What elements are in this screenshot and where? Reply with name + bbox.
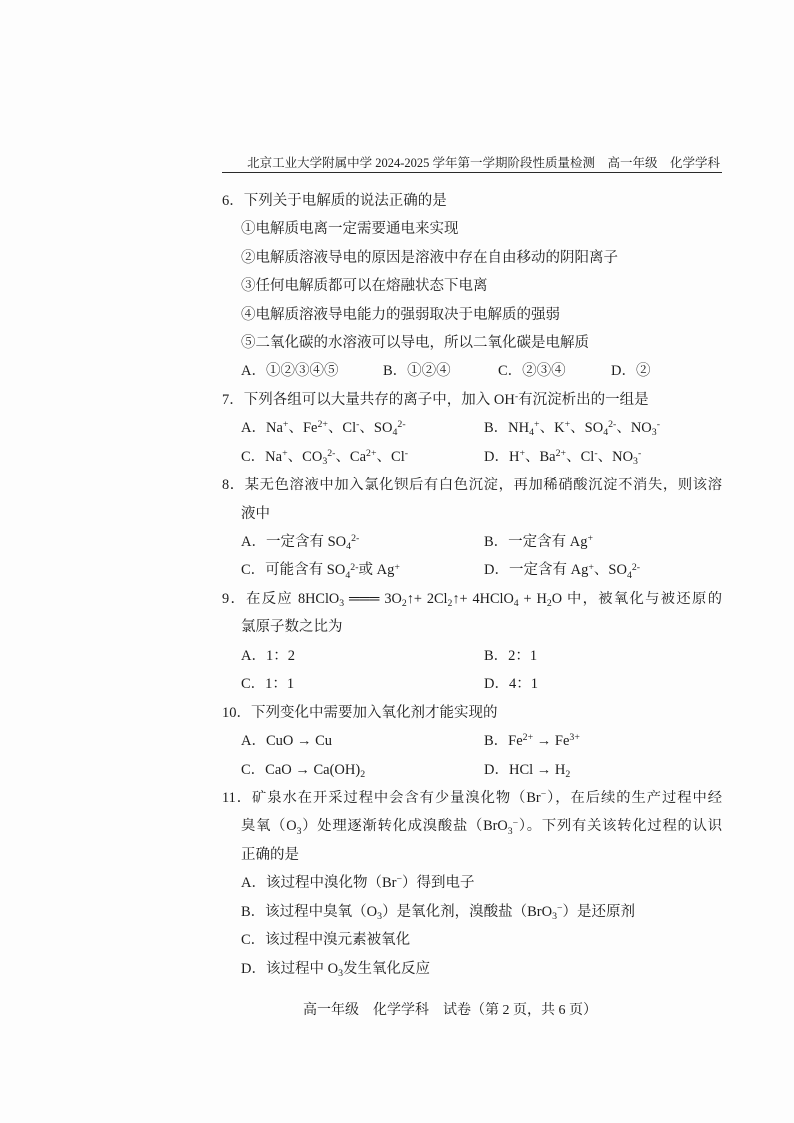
question-8-option-a (241, 528, 359, 556)
text-run: 臭氧（O (241, 818, 297, 835)
question-6-option-b: B．①②④ (383, 363, 451, 380)
text-run: ）处理逐渐转化成溴酸盐（BrO (301, 818, 508, 835)
subscript: 4 (513, 598, 519, 610)
superscript: + (588, 561, 594, 573)
question-6-stem: 6．下列关于电解质的说法正确的是 (222, 192, 447, 209)
question-8 (222, 471, 722, 585)
superscript: 2- (327, 447, 336, 459)
superscript: + (564, 419, 571, 431)
text-run: ）得到电子 (402, 875, 475, 892)
superscript: 3+ (569, 732, 580, 744)
text-run: ）。下列有关该转化过程的认识 (518, 818, 722, 835)
text-run: B．NH (484, 420, 530, 437)
question-9-options-row-2 (222, 670, 722, 698)
text-run: A．一定含有 SO (241, 534, 347, 551)
question-7-option-c (241, 443, 408, 471)
text-run: 、Cl (376, 448, 405, 465)
superscript: 2- (608, 419, 617, 431)
question-6-statement-5: ⑤二氧化碳的水溶液可以导电，所以二氧化碳是电解质 (241, 334, 589, 351)
question-11-stem-line-3: 正确的是 (241, 846, 299, 863)
subscript: 3 (339, 598, 345, 610)
superscript: + (282, 447, 288, 459)
header-rule (222, 172, 722, 173)
text-run: A．该过程中溴化物（Br (241, 875, 397, 892)
question-9-option-b: B．2：1 (484, 647, 538, 664)
question-10-options-row-1 (222, 727, 722, 755)
text-run: D．HCl → H (484, 761, 566, 778)
question-6-option-c: C．②③④ (498, 363, 566, 380)
subscript: 3 (633, 455, 638, 467)
question-10-option-c (241, 756, 365, 784)
question-6-statement-3: ③任何电解质都可以在熔融状态下电离 (241, 278, 488, 295)
subscript: 4 (392, 427, 398, 439)
text-run: 、CO (287, 448, 323, 465)
question-8-option-c (241, 556, 400, 584)
subscript: 4 (626, 569, 632, 581)
subscript: 3 (322, 455, 328, 467)
question-list (222, 187, 722, 983)
text-run: ↑+ 2Cl (406, 590, 448, 607)
subscript: 3 (552, 910, 557, 922)
subscript: 4 (603, 427, 609, 439)
superscript: - (594, 447, 598, 459)
text-run: 、Ca (335, 448, 367, 465)
page-footer: 高一年级 化学学科 试卷（第 2 页，共 6 页） (303, 1003, 597, 1018)
superscript: + (282, 419, 289, 431)
question-6-option-a: A．①②③④⑤ (241, 363, 339, 380)
question-8-options-row-2 (222, 556, 722, 584)
question-11-option-d (222, 955, 722, 983)
superscript: - (637, 447, 642, 459)
subscript: 3 (507, 825, 513, 837)
text-run: 、Cl (327, 420, 357, 437)
text-run: 有沉淀析出的一组是 (518, 391, 649, 408)
text-run: ）是还原剂 (562, 903, 636, 920)
text-run: 、SO (570, 420, 604, 437)
question-9-option-c: C．1：1 (241, 676, 295, 693)
text-run: B．该过程中臭氧（O (241, 903, 378, 920)
superscript: - (514, 390, 519, 402)
superscript: 2- (397, 419, 406, 431)
superscript: − (512, 817, 519, 829)
superscript: − (396, 874, 403, 886)
question-9-stem-line-1 (222, 585, 722, 613)
superscript: 2+ (522, 732, 534, 744)
subscript: 2 (360, 768, 366, 780)
question-10-stem: 10．下列变化中需要加入氧化剂才能实现的 (222, 704, 498, 721)
superscript: + (534, 419, 540, 431)
text-run: 、NO (616, 420, 652, 437)
text-run: 或 Ag (358, 562, 395, 579)
question-9-stem-line-2: 氯原子数之比为 (241, 619, 343, 636)
superscript: 2- (631, 561, 641, 573)
text-run: 、Cl (566, 448, 595, 465)
text-run: 11．矿泉水在开采过程中会含有少量溴化物（Br (222, 789, 541, 806)
exam-header: 北京工业大学附属中学 2024-2025 学年第一学期阶段性质量检测 高一年级 化学学科 (247, 156, 720, 170)
question-9-option-d: D．4：1 (484, 676, 538, 693)
text-run: 、Ba (525, 448, 556, 465)
question-7-option-d (484, 443, 641, 471)
subscript: 2 (447, 598, 453, 610)
text-run: 、SO (359, 420, 393, 437)
question-6 (222, 187, 722, 386)
question-7 (222, 386, 722, 471)
subscript: 3 (651, 427, 657, 439)
subscript: 3 (377, 910, 383, 922)
question-10-options-row-2 (222, 756, 722, 784)
question-8-stem-line-2: 液中 (241, 505, 270, 522)
subscript: 4 (529, 427, 535, 439)
text-run: 7．下列各组可以大量共存的离子中，加入 OH (222, 391, 515, 408)
superscript: + (394, 561, 400, 573)
text-run: 、NO (597, 448, 634, 465)
text-run: D．H (484, 448, 520, 465)
text-run: ），在后续的生产过程中经 (546, 789, 722, 806)
question-6-statement-4: ④电解质溶液导电能力的强弱取决于电解质的强弱 (241, 306, 560, 323)
superscript: 2+ (317, 419, 328, 431)
text-run: O 中，被氧化与被还原的 (551, 590, 722, 607)
question-9 (222, 585, 722, 699)
superscript: - (356, 419, 360, 431)
question-10 (222, 699, 722, 784)
text-run: 、K (539, 420, 565, 437)
text-run: D．该过程中 O (241, 960, 339, 977)
question-8-option-b (484, 528, 593, 556)
superscript: 2+ (366, 447, 377, 459)
superscript: − (556, 902, 563, 914)
question-6-option-d: D．② (611, 363, 651, 380)
question-7-options-row-2 (222, 443, 722, 471)
question-9-options-row-1 (222, 642, 722, 670)
subscript: 3 (338, 967, 343, 979)
text-run: 9．在反应 8HClO (222, 590, 340, 607)
subscript: 2 (401, 598, 407, 610)
question-11-option-b (222, 898, 722, 926)
superscript: - (656, 419, 660, 431)
text-run: 发生氧化反应 (343, 960, 430, 977)
superscript: + (519, 447, 526, 459)
subscript: 4 (346, 541, 352, 553)
subscript: 2 (546, 598, 552, 610)
question-7-option-b (484, 414, 660, 442)
text-run: B．Fe (484, 733, 523, 750)
question-11-stem-line-1 (222, 784, 722, 812)
subscript: 2 (565, 768, 571, 780)
question-9-option-a: A．1：2 (241, 647, 295, 664)
question-8-options-row-1 (222, 528, 722, 556)
question-6-statement-2: ②电解质溶液导电的原因是溶液中存在自由移动的阴阳离子 (241, 249, 618, 266)
text-run: 、Fe (288, 420, 318, 437)
question-11 (222, 784, 722, 983)
text-run: D．一定含有 Ag (484, 562, 589, 579)
text-run: ）是氧化剂，溴酸盐（BrO (382, 903, 553, 920)
superscript: - (404, 447, 409, 459)
text-run: 、SO (593, 562, 627, 579)
text-run: + H (518, 590, 547, 607)
question-7-options-row-1 (222, 414, 722, 442)
text-run: C．CaO → Ca(OH) (241, 761, 361, 778)
question-7-option-a (241, 414, 406, 442)
superscript: 2+ (555, 447, 567, 459)
question-11-option-a (222, 869, 722, 897)
question-10-option-a: A．CuO → Cu (241, 733, 333, 750)
text-run: → Fe (533, 733, 570, 750)
question-10-option-d (484, 756, 570, 784)
text-run: ═══ 3O (344, 590, 402, 607)
subscript: 4 (345, 569, 351, 581)
question-11-stem-line-2 (222, 812, 722, 840)
question-8-stem-line-1: 8．某无色溶液中加入氯化钡后有白色沉淀，再加稀硝酸沉淀不消失，则该溶 (222, 477, 722, 494)
question-8-option-d (484, 556, 640, 584)
text-run: B．一定含有 Ag (484, 534, 588, 551)
superscript: + (587, 533, 594, 545)
question-7-stem (222, 386, 722, 414)
superscript: 2- (350, 561, 359, 573)
superscript: 2- (351, 533, 360, 545)
text-run: A．Na (241, 420, 283, 437)
text-run: C．Na (241, 448, 283, 465)
question-6-options (222, 357, 722, 385)
text-run: ↑+ 4HClO (452, 590, 514, 607)
question-10-option-b (484, 727, 580, 755)
question-11-option-c: C．该过程中溴元素被氧化 (241, 932, 411, 949)
subscript: 3 (296, 825, 302, 837)
superscript: − (540, 789, 547, 801)
text-run: C．可能含有 SO (241, 562, 346, 579)
question-6-statement-1: ①电解质电离一定需要通电来实现 (241, 221, 459, 238)
